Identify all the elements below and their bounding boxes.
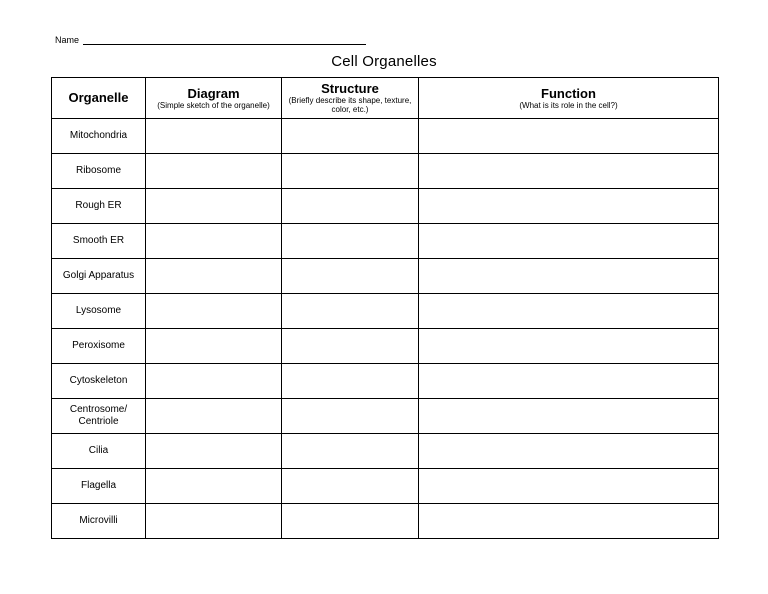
name-blank-line[interactable] <box>83 35 366 45</box>
column-subtitle: (What is its role in the cell?) <box>519 100 618 110</box>
structure-cell[interactable] <box>282 189 419 224</box>
table-row <box>52 154 719 189</box>
table-row <box>52 504 719 539</box>
table-row <box>52 259 719 294</box>
function-cell[interactable] <box>419 294 719 329</box>
organelle-name-cell <box>52 469 146 504</box>
column-header-organelle <box>52 78 146 119</box>
table-row <box>52 329 719 364</box>
table-row <box>52 189 719 224</box>
function-cell[interactable] <box>419 119 719 154</box>
structure-cell[interactable] <box>282 399 419 434</box>
column-title: Function <box>541 85 596 101</box>
organelle-name-cell <box>52 329 146 364</box>
column-header-structure <box>282 78 419 119</box>
organelle-table <box>51 77 719 539</box>
organelle-name-cell <box>52 364 146 399</box>
table-row <box>52 224 719 259</box>
structure-cell[interactable] <box>282 119 419 154</box>
function-cell[interactable] <box>419 504 719 539</box>
structure-cell[interactable] <box>282 224 419 259</box>
structure-cell[interactable] <box>282 154 419 189</box>
table-body <box>52 119 719 539</box>
organelle-name: Ribosome <box>75 165 122 176</box>
column-title: Organelle <box>68 90 129 105</box>
diagram-cell[interactable] <box>146 294 282 329</box>
organelle-name-cell <box>52 399 146 434</box>
table-header-row <box>52 78 719 119</box>
organelle-name: Centrosome/ Centriole <box>69 404 128 427</box>
organelle-name-cell <box>52 434 146 469</box>
table-row <box>52 399 719 434</box>
column-subtitle: (Simple sketch of the organelle) <box>157 100 270 110</box>
diagram-cell[interactable] <box>146 504 282 539</box>
function-cell[interactable] <box>419 154 719 189</box>
function-cell[interactable] <box>419 399 719 434</box>
diagram-cell[interactable] <box>146 154 282 189</box>
table-row <box>52 119 719 154</box>
diagram-cell[interactable] <box>146 364 282 399</box>
diagram-cell[interactable] <box>146 119 282 154</box>
structure-cell[interactable] <box>282 294 419 329</box>
column-subtitle: (Briefly describe its shape, texture, color, etc.) <box>288 96 412 114</box>
organelle-name: Lysosome <box>75 305 122 316</box>
diagram-cell[interactable] <box>146 469 282 504</box>
organelle-name-cell <box>52 504 146 539</box>
organelle-name: Cilia <box>88 445 109 456</box>
structure-cell[interactable] <box>282 329 419 364</box>
function-cell[interactable] <box>419 224 719 259</box>
organelle-name-cell <box>52 259 146 294</box>
diagram-cell[interactable] <box>146 189 282 224</box>
name-label: Name <box>55 35 80 45</box>
page-title: Cell Organelles <box>331 53 437 70</box>
structure-cell[interactable] <box>282 364 419 399</box>
organelle-name-cell <box>52 154 146 189</box>
structure-cell[interactable] <box>282 434 419 469</box>
structure-cell[interactable] <box>282 504 419 539</box>
diagram-cell[interactable] <box>146 259 282 294</box>
organelle-name: Peroxisome <box>72 340 125 351</box>
organelle-name: Golgi Apparatus <box>62 270 135 281</box>
function-cell[interactable] <box>419 329 719 364</box>
column-title: Diagram <box>187 85 240 101</box>
organelle-name: Cytoskeleton <box>69 375 128 386</box>
diagram-cell[interactable] <box>146 434 282 469</box>
function-cell[interactable] <box>419 434 719 469</box>
organelle-name: Flagella <box>80 480 117 491</box>
diagram-cell[interactable] <box>146 399 282 434</box>
function-cell[interactable] <box>419 364 719 399</box>
function-cell[interactable] <box>419 469 719 504</box>
organelle-name: Microvilli <box>79 515 118 526</box>
column-header-diagram <box>146 78 282 119</box>
table-row <box>52 434 719 469</box>
function-cell[interactable] <box>419 259 719 294</box>
column-header-function <box>419 78 719 119</box>
diagram-cell[interactable] <box>146 224 282 259</box>
organelle-name-cell <box>52 189 146 224</box>
organelle-name: Mitochondria <box>69 130 128 141</box>
structure-cell[interactable] <box>282 259 419 294</box>
table-row <box>52 294 719 329</box>
structure-cell[interactable] <box>282 469 419 504</box>
diagram-cell[interactable] <box>146 329 282 364</box>
column-title: Structure <box>321 81 379 96</box>
table-row <box>52 469 719 504</box>
organelle-name-cell <box>52 294 146 329</box>
organelle-name: Rough ER <box>75 200 122 211</box>
function-cell[interactable] <box>419 189 719 224</box>
name-field <box>55 35 366 45</box>
organelle-name-cell <box>52 224 146 259</box>
organelle-name: Smooth ER <box>72 235 125 246</box>
organelle-name-cell <box>52 119 146 154</box>
table-row <box>52 364 719 399</box>
